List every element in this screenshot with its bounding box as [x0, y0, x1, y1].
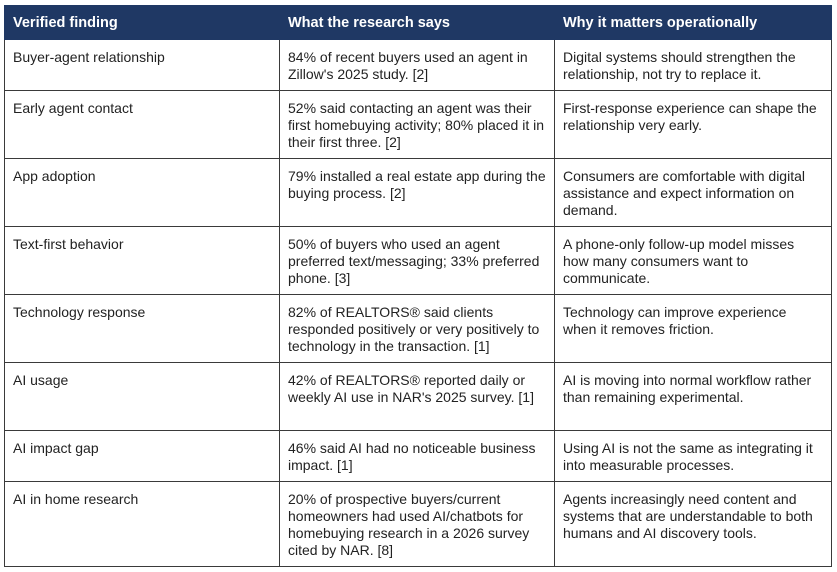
finding-cell: Technology response [5, 295, 280, 363]
table-row [5, 91, 832, 159]
why-cell: Consumers are comfortable with digital assistance and expect information on demand. [555, 159, 832, 227]
research-cell: 46% said AI had no noticeable business impact. [1] [280, 431, 555, 482]
finding-cell: Buyer-agent relationship [5, 40, 280, 91]
table-row [5, 40, 832, 91]
research-cell: 20% of prospective buyers/current homeowners had used AI/chatbots for homebuying research in a 2026 survey cited by NAR. [8] [280, 482, 555, 567]
finding-cell: App adoption [5, 159, 280, 227]
header-verified-finding: Verified finding [5, 6, 280, 40]
table-row [5, 159, 832, 227]
finding-cell: AI impact gap [5, 431, 280, 482]
table-row [5, 227, 832, 295]
header-research-says: What the research says [280, 6, 555, 40]
why-cell: AI is moving into normal workflow rather than remaining experimental. [555, 363, 832, 431]
why-cell: Technology can improve experience when it removes friction. [555, 295, 832, 363]
research-cell: 52% said contacting an agent was their first homebuying activity; 80% placed it in their first three. [2] [280, 91, 555, 159]
table-row [5, 295, 832, 363]
why-cell: A phone-only follow-up model misses how many consumers want to communicate. [555, 227, 832, 295]
findings-table-container [4, 5, 832, 567]
header-row [5, 6, 832, 40]
finding-cell: Text-first behavior [5, 227, 280, 295]
research-cell: 50% of buyers who used an agent preferred text/messaging; 33% preferred phone. [3] [280, 227, 555, 295]
why-cell: Digital systems should strengthen the relationship, not try to replace it. [555, 40, 832, 91]
research-cell: 84% of recent buyers used an agent in Zillow's 2025 study. [2] [280, 40, 555, 91]
research-cell: 79% installed a real estate app during the buying process. [2] [280, 159, 555, 227]
why-cell: First-response experience can shape the relationship very early. [555, 91, 832, 159]
table-row [5, 431, 832, 482]
research-cell: 82% of REALTORS® said clients responded positively or very positively to technology in the transaction. [1] [280, 295, 555, 363]
findings-table [4, 5, 832, 567]
research-cell: 42% of REALTORS® reported daily or weekly AI use in NAR's 2025 survey. [1] [280, 363, 555, 431]
finding-cell: Early agent contact [5, 91, 280, 159]
header-why-it-matters: Why it matters operationally [555, 6, 832, 40]
why-cell: Using AI is not the same as integrating it into measurable processes. [555, 431, 832, 482]
why-cell: Agents increasingly need content and systems that are understandable to both humans and AI discovery tools. [555, 482, 832, 567]
table-row [5, 363, 832, 431]
finding-cell: AI in home research [5, 482, 280, 567]
finding-cell: AI usage [5, 363, 280, 431]
table-row [5, 482, 832, 567]
